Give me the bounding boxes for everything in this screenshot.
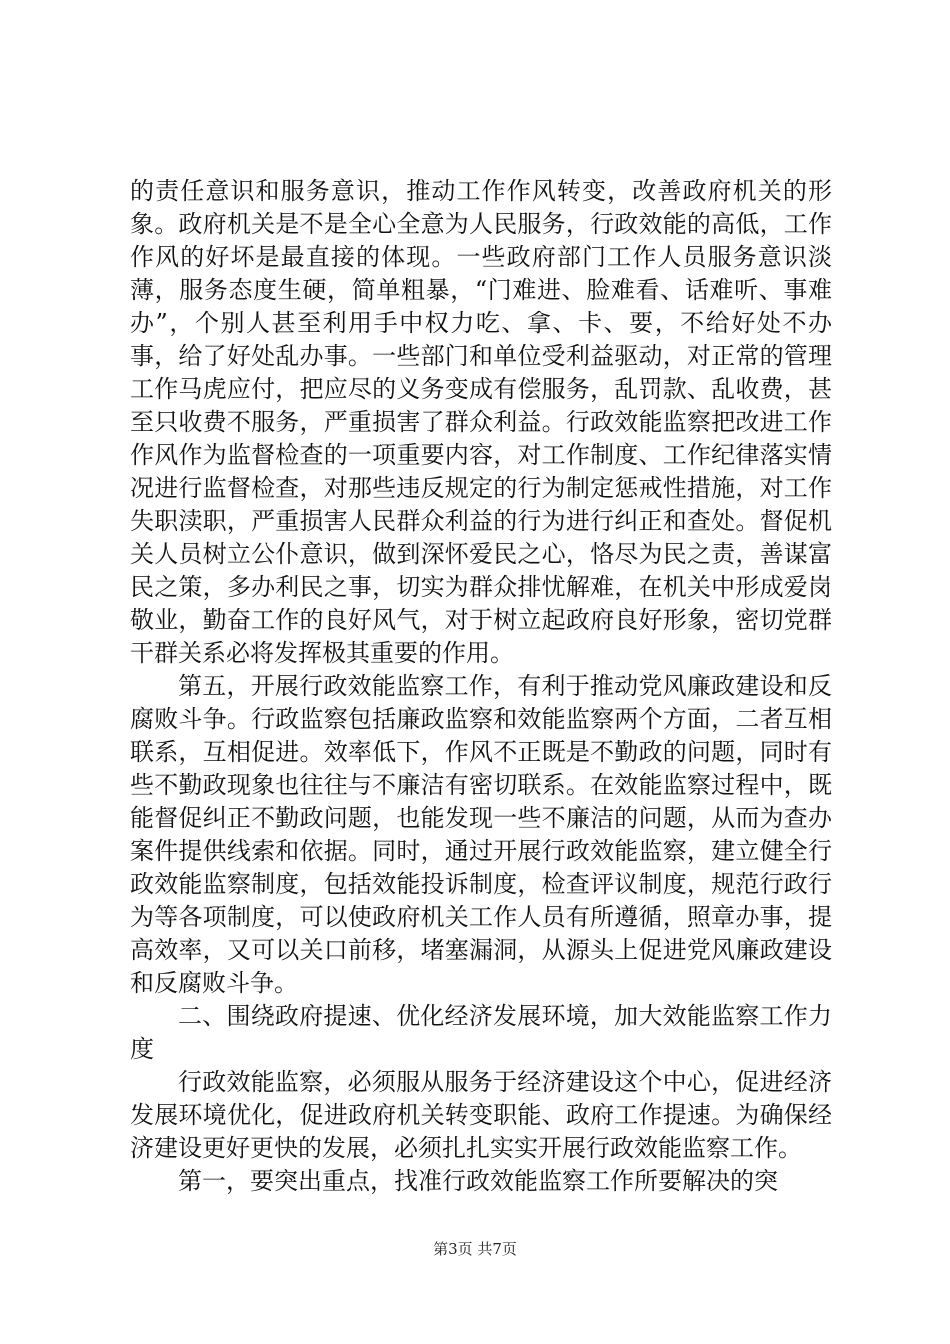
paragraph-fifth-point: 第五，开展行政效能监察工作，有利于推动党风廉政建设和反腐败斗争。行政监察包括廉政监察和效能监察两个方面，二者互相联系，互相促进。效率低下，作风不正既是不勤政的问题，同时有些不勤政现象也往往与不廉洁有密切联系。在效能监察过程中，既能督促纠正不勤政问题，也能发现一些不廉洁的问题，从而为查办案件提供线索和依据。同时，通过开展行政效能监察，建立健全行政效能监察制度，包括效能投诉制度，检查评议制度，规范行政行为等各项制度，可以使政府机关工作人员有所遵循，照章办事，提高效率，又可以关口前移，堵塞漏洞，从源头上促进党风廉政建设和反腐败斗争。 <box>130 672 832 997</box>
document-body <box>130 175 832 1198</box>
paragraph-first-point: 第一，要突出重点，找准行政效能监察工作所要解决的突 <box>178 1167 778 1195</box>
section-heading-two: 二、围绕政府提速、优化经济发展环境，加大效能监察工作力度 <box>130 1002 832 1063</box>
paragraph-efficiency-supervision: 行政效能监察，必须服从服务于经济建设这个中心，促进经济发展环境优化，促进政府机关转变职能、政府工作提速。为确保经济建设更好更快的发展，必须扎扎实实开展行政效能监察工作。 <box>130 1068 832 1162</box>
paragraph-continuation: 的责任意识和服务意识，推动工作作风转变，改善政府机关的形象。政府机关是不是全心全意为人民服务，行政效能的高低，工作作风的好坏是最直接的体现。一些政府部门工作人员服务意识淡薄，服务态度生硬，简单粗暴，“门难进、脸难看、话难听、事难办”，个别人甚至利用手中权力吃、拿、卡、要，不给好处不办事，给了好处乱办事。一些部门和单位受利益驱动，对正常的管理工作马虎应付，把应尽的义务变成有偿服务，乱罚款、乱收费，甚至只收费不服务，严重损害了群众利益。行政效能监察把改进工作作风作为监督检查的一项重要内容，对工作制度、工作纪律落实情况进行监督检查，对那些违反规定的行为制定惩戒性措施，对工作失职渎职，严重损害人民群众利益的行为进行纠正和查处。督促机关人员树立公仆意识，做到深怀爱民之心，恪尽为民之责，善谋富民之策，多办利民之事，切实为群众排忧解难，在机关中形成爱岗敬业，勤奋工作的良好风气，对于树立起政府良好形象，密切党群干群关系必将发挥极其重要的作用。 <box>130 177 832 667</box>
page-number-footer: 第3页 共7页 <box>433 1240 517 1258</box>
